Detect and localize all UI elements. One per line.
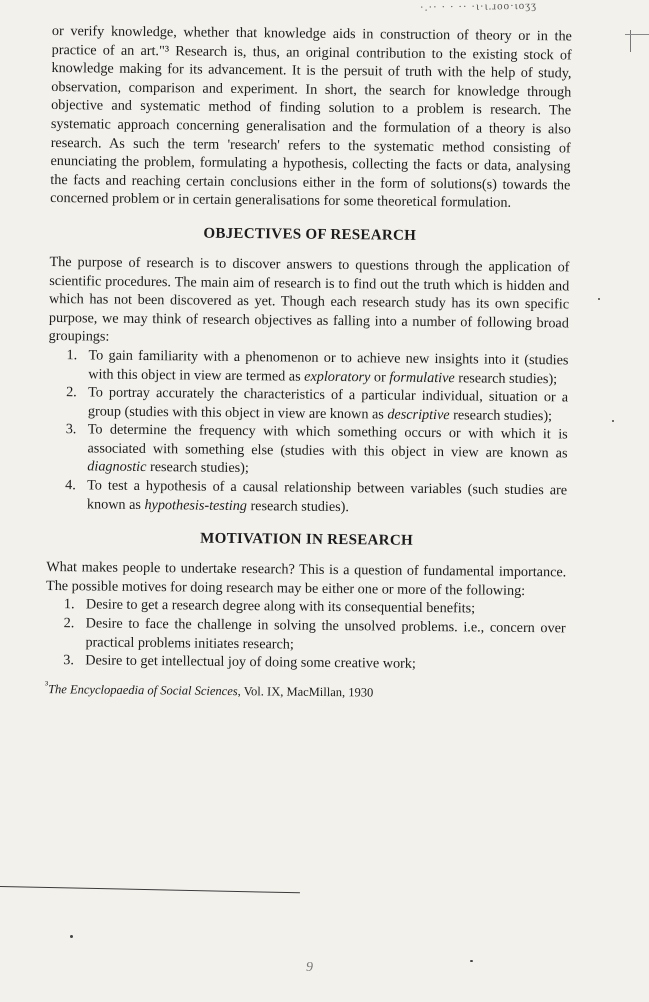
objectives-list: [47, 346, 569, 519]
motivation-text: Desire to get a research degree along with its consequential benefits;: [85, 596, 476, 617]
objectives-heading: OBJECTIVES OF RESEARCH: [203, 225, 417, 244]
margin-dash: [625, 34, 649, 35]
motivation-heading: MOTIVATION IN RESEARCH: [200, 530, 414, 550]
objective-term: diagnostic: [87, 458, 147, 476]
scan-header-noise: ·.·· · · ·· ·ɩ·ɩ.ɹoo·ɩoʒʒ: [419, 0, 538, 14]
objective-term: descriptive: [387, 406, 450, 423]
motivation-number: 1.: [63, 596, 75, 613]
intro-paragraph: or verify knowledge, whether that knowledge aids in construction of theory or in the practice of an art."³ Research is, thus, an original contribution to the existing stock of knowledge making for its advancement. It is the persuit of truth with the help of study, observation, comparison and experiment. In short, the search for knowledge through objective and systematic method of finding solution to a problem is research. The systematic approach concerning generalisation and the formulation of a theory is also research. As such the term 'research' refers to the systematic method consisting of enunciating the problem, formulating a hypothesis, collecting the facts or data, analysing the facts and reaching certain conclusions either in the form of solutions(s) towards the concerned problem or in certain generalisations for some theoretical formulation.: [50, 22, 572, 212]
motivation-text: Desire to get intellectual joy of doing some creative work;: [85, 652, 416, 673]
objective-item: [66, 346, 568, 388]
objective-number: 3.: [65, 421, 77, 438]
page-number: 9: [306, 960, 313, 975]
objective-item: [65, 420, 568, 481]
scan-speck: [470, 960, 473, 962]
footnote-title: The Encyclopaedia of Social Sciences: [48, 681, 238, 698]
objective-term: hypothesis-testing: [144, 496, 248, 514]
objective-item: [66, 383, 568, 425]
footnote-marker: ³: [44, 679, 49, 691]
motivation-item: [63, 614, 565, 656]
footnote: [45, 680, 565, 703]
objective-term: exploratory: [304, 368, 371, 385]
footer-rule: [0, 886, 300, 893]
objective-item: [65, 476, 567, 518]
motivation-intro: What makes people to undertake research? This is a question of fundamental importance. The possible motives for doing research may be either one or more of the following:: [46, 559, 567, 599]
footnote-rest: , Vol. IX, MacMillan, 1930: [237, 683, 374, 700]
objective-text: To gain familiarity with a phenomenon or to achieve new insights into it (studies with this object in view are termed as exploratory or formulative research studies);: [88, 347, 569, 387]
scan-speck: [598, 298, 600, 300]
motivation-list: [45, 595, 566, 675]
objective-number: 1.: [66, 347, 78, 364]
motivation-item: [63, 651, 565, 675]
motivation-text: Desire to face the challenge in solving the unsolved problems. i.e., concern over practical problems initiates research;: [85, 615, 566, 653]
motivation-number: 3.: [63, 652, 75, 669]
scan-speck: [70, 935, 73, 938]
objective-number: 2.: [66, 384, 77, 401]
document-page: [45, 22, 572, 702]
objective-term: formulative: [389, 369, 455, 386]
objectives-intro: The purpose of research is to discover answers to questions through the application of scientific procedures. The main aim of research is to find out the truth which is hidden and which has not been discovered as yet. Though each research study has its own specific purpose, we may think of research objectives as falling into a number of following broad groupings:: [48, 253, 570, 345]
objective-text: To portray accurately the characteristics of a particular individual, situation or a group (studies with this object in view are known as descriptive research studies);: [87, 384, 569, 424]
motivation-number: 2.: [63, 615, 75, 632]
objective-text: To determine the frequency with which something occurs or with which it is associated with something else (studies with this object in view are known as diagnostic research studies);: [87, 421, 568, 477]
scan-speck: [612, 420, 614, 422]
objective-number: 4.: [65, 477, 76, 494]
objective-text: To test a hypothesis of a causal relationship between variables (such studies are known as hypothesis-testing research studies).: [86, 477, 568, 515]
